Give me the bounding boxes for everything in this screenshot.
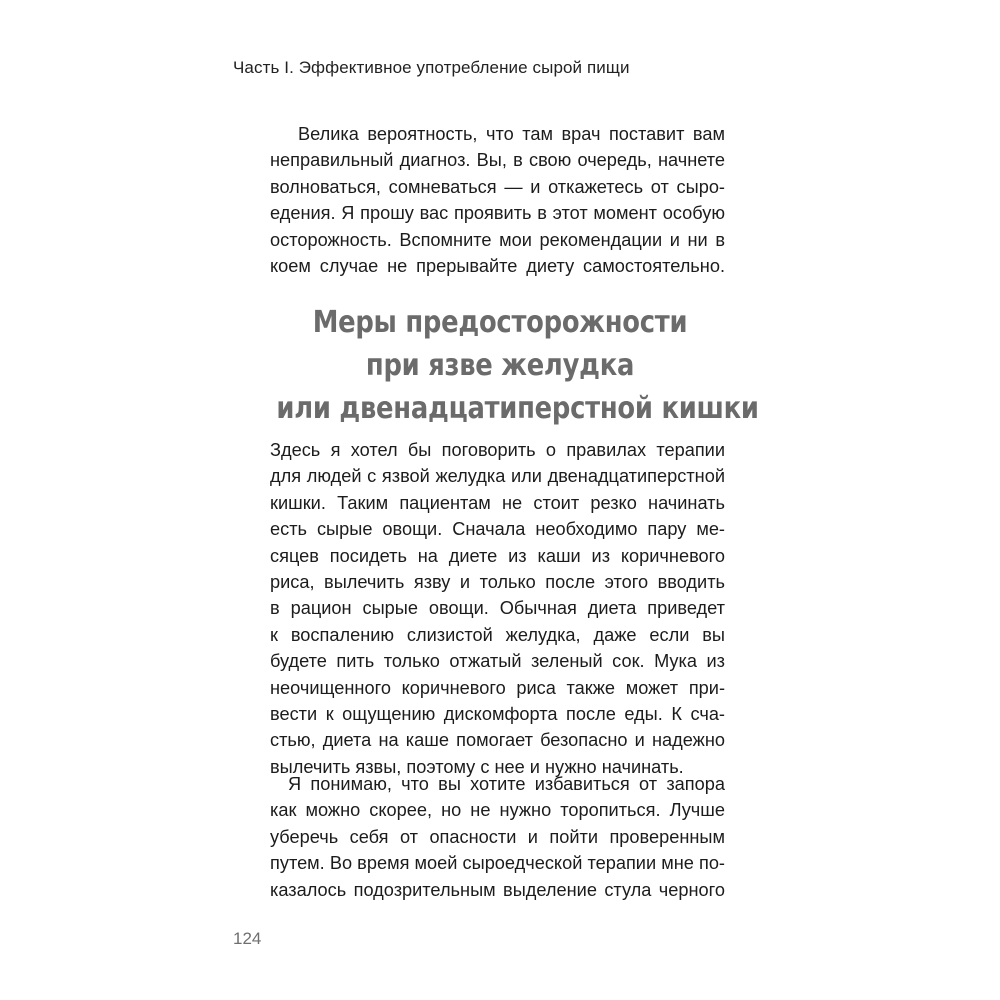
text-line: как можно скорее, но не нужно торопиться. Лучше	[270, 800, 725, 821]
text-line: Я понимаю, что вы хотите избавиться от запора	[288, 774, 725, 794]
text-line: путем. Во время моей сыроедческой терапии мне по-	[270, 853, 725, 874]
text-line: кишки. Таким пациентам не стоит резко начинать	[270, 492, 725, 513]
text-line: коем случае не прерывайте диету самостоятельно.	[270, 255, 725, 276]
text-line: казалось подозрительным выделение стула черного	[270, 879, 725, 900]
text-line: осторожность. Вспомните мои рекомендации и ни в	[270, 229, 725, 250]
text-line: вести к ощущению дискомфорта после еды. К сча-	[270, 703, 725, 724]
text-line: в рацион сырые овощи. Обычная диета приведет	[270, 598, 725, 619]
heading-line: при язве желудка	[365, 348, 635, 383]
text-line: неочищенного коричневого риса также может при-	[270, 677, 725, 698]
text-line: будете пить только отжатый зеленый сок. Мука из	[270, 651, 725, 672]
text-line: волноваться, сомневаться — и откажетесь от сыро-	[270, 176, 725, 197]
text-line: сяцев посидеть на диете из каши из коричневого	[270, 545, 725, 566]
text-line: стью, диета на каше помогает безопасно и надежно	[270, 730, 725, 751]
text-line: неправильный диагноз. Вы, в свою очередь, начнете	[270, 150, 725, 171]
heading-line: Меры предосторожности	[312, 305, 688, 340]
paragraph-3	[270, 771, 725, 903]
text-line: для людей с язвой желудка или двенадцатиперстной	[270, 466, 725, 487]
page-number: 124	[233, 929, 262, 948]
text-line: есть сырые овощи. Сначала необходимо пару ме-	[270, 519, 725, 540]
paragraph-1	[270, 121, 725, 279]
text-line: едения. Я прошу вас проявить в этот момент особую	[270, 203, 725, 224]
heading-line: или двенадцатиперстной кишки	[276, 391, 759, 426]
running-head: Часть I. Эффективное употребление сырой пищи	[233, 58, 630, 77]
text-line: риса, вылечить язву и только после этого вводить	[270, 571, 725, 592]
text-line: к воспалению слизистой желудка, даже если вы	[270, 624, 725, 645]
text-line: уберечь себя от опасности и пойти проверенным	[270, 826, 725, 847]
paragraph-2	[270, 437, 725, 780]
section-heading	[240, 301, 760, 430]
text-line: Велика вероятность, что там врач поставит вам	[298, 124, 725, 144]
text-line: Здесь я хотел бы поговорить о правилах терапии	[270, 440, 725, 460]
text-line: вылечить язвы, поэтому с нее и нужно начинать.	[270, 756, 684, 777]
